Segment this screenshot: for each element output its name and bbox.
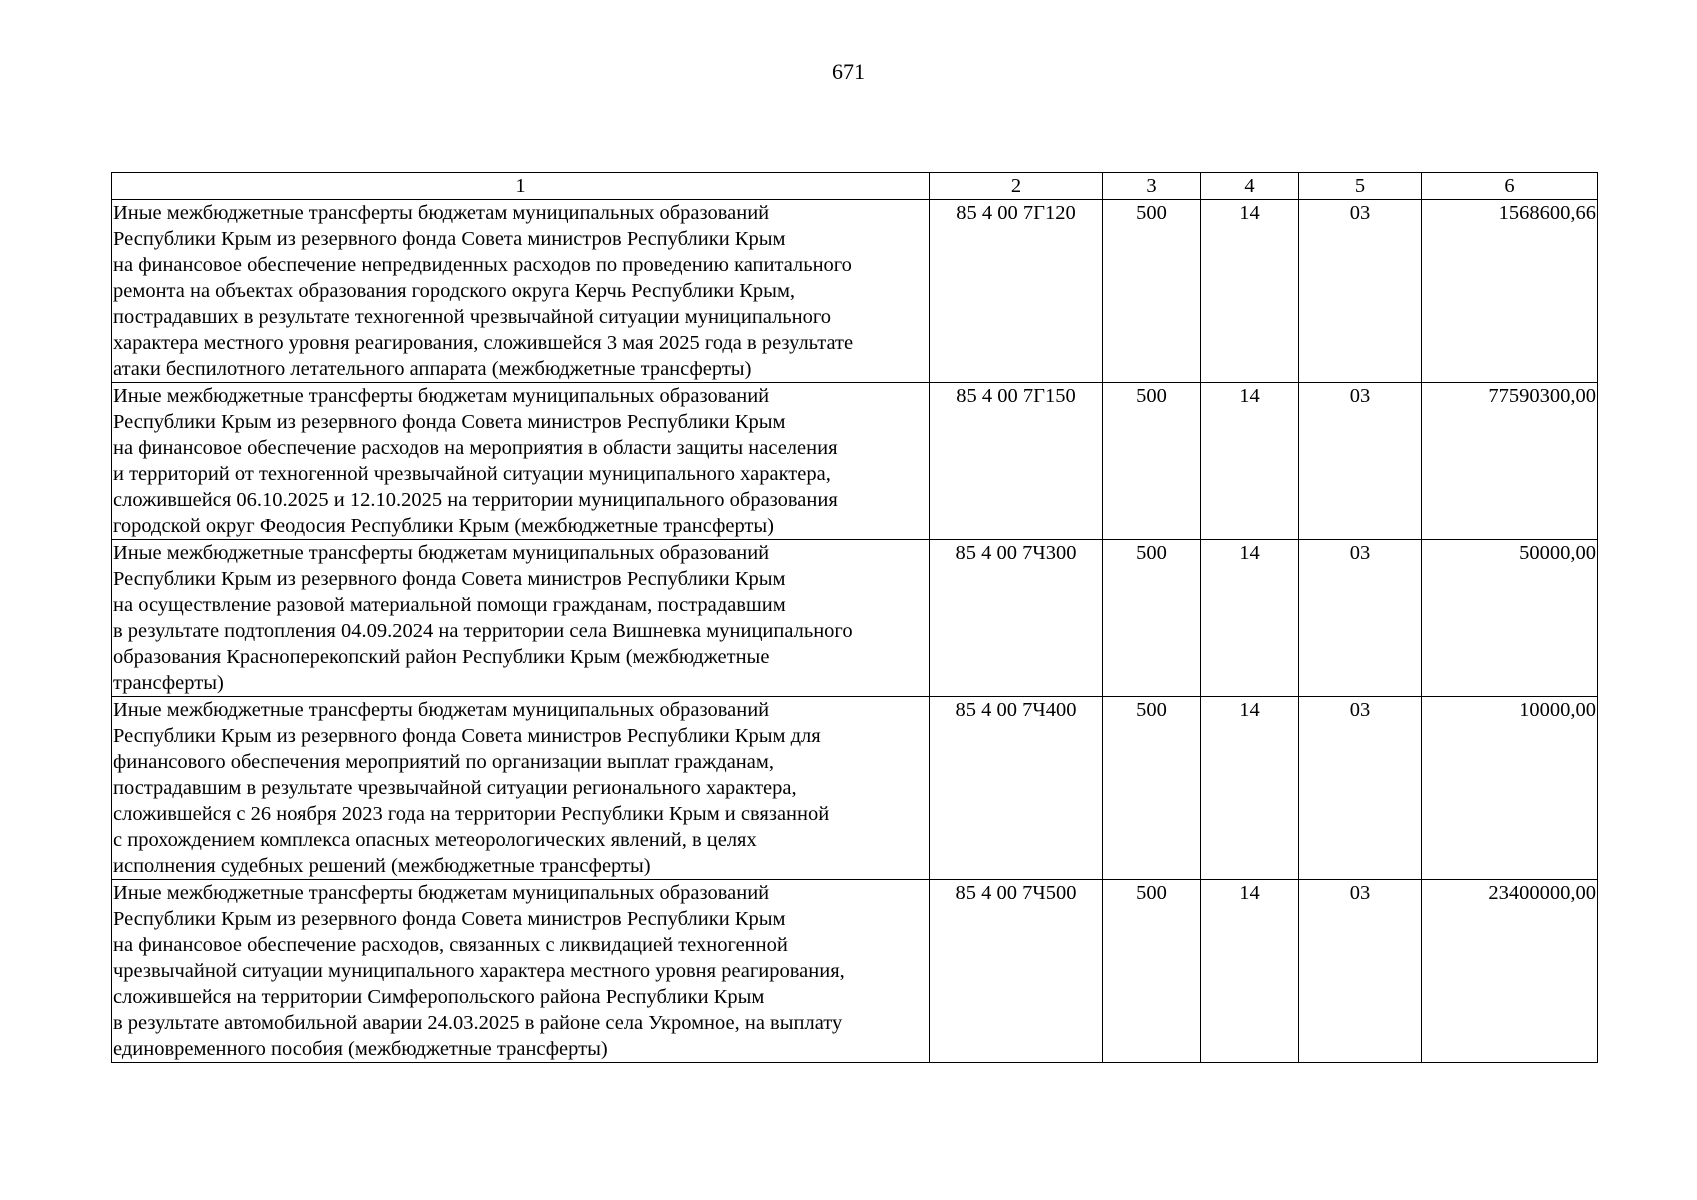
table-row (112, 540, 1598, 697)
budget-table (111, 172, 1598, 1063)
column-header-1: 1 (112, 173, 930, 200)
page-number: 671 (832, 59, 865, 84)
column-header-2: 2 (930, 173, 1103, 200)
row-amount: 10000,00 (1422, 697, 1598, 880)
table-row (112, 880, 1598, 1063)
column-header-3: 3 (1103, 173, 1201, 200)
row-code: 85 4 00 7Г120 (930, 200, 1103, 383)
column-header-4: 4 (1201, 173, 1299, 200)
row-col3: 500 (1103, 880, 1201, 1063)
column-header-6: 6 (1422, 173, 1598, 200)
row-col5: 03 (1299, 200, 1422, 383)
row-amount: 23400000,00 (1422, 880, 1598, 1063)
table-row (112, 200, 1598, 383)
row-description: Иные межбюджетные трансферты бюджетам муниципальных образований Республики Крым из резервного фонда Совета министров Республики Крым для финансового обеспечения мероприятий по организации выплат гражданам, пострадавшим в результате чрезвычайной ситуации регионального характера, сложившейся с 26 ноября 2023 года на территории Республики Крым и связанной с прохождением комплекса опасных метеорологических явлений, в целях исполнения судебных решений (межбюджетные трансферты) (112, 697, 930, 880)
table-row (112, 383, 1598, 540)
row-description: Иные межбюджетные трансферты бюджетам муниципальных образований Республики Крым из резервного фонда Совета министров Республики Крым на осуществление разовой материальной помощи гражданам, пострадавшим в результате подтопления 04.09.2024 на территории села Вишневка муниципального образования Красноперекопский район Республики Крым (межбюджетные трансферты) (112, 540, 930, 697)
row-code: 85 4 00 7Ч300 (930, 540, 1103, 697)
row-col5: 03 (1299, 540, 1422, 697)
row-col5: 03 (1299, 880, 1422, 1063)
row-col5: 03 (1299, 697, 1422, 880)
row-col5: 03 (1299, 383, 1422, 540)
row-col4: 14 (1201, 200, 1299, 383)
row-code: 85 4 00 7Ч500 (930, 880, 1103, 1063)
row-code: 85 4 00 7Г150 (930, 383, 1103, 540)
row-col4: 14 (1201, 383, 1299, 540)
column-header-5: 5 (1299, 173, 1422, 200)
row-description: Иные межбюджетные трансферты бюджетам муниципальных образований Республики Крым из резервного фонда Совета министров Республики Крым на финансовое обеспечение расходов, связанных с ликвидацией техногенной чрезвычайной ситуации муниципального характера местного уровня реагирования, сложившейся на территории Симферопольского района Республики Крым в результате автомобильной аварии 24.03.2025 в районе села Укромное, на выплату единовременного пособия (межбюджетные трансферты) (112, 880, 930, 1063)
row-description: Иные межбюджетные трансферты бюджетам муниципальных образований Республики Крым из резервного фонда Совета министров Республики Крым на финансовое обеспечение расходов на мероприятия в области защиты населения и территорий от техногенной чрезвычайной ситуации муниципального характера, сложившейся 06.10.2025 и 12.10.2025 на территории муниципального образования городской округ Феодосия Республики Крым (межбюджетные трансферты) (112, 383, 930, 540)
row-amount: 50000,00 (1422, 540, 1598, 697)
row-col4: 14 (1201, 540, 1299, 697)
row-description: Иные межбюджетные трансферты бюджетам муниципальных образований Республики Крым из резервного фонда Совета министров Республики Крым на финансовое обеспечение непредвиденных расходов по проведению капитального ремонта на объектах образования городского округа Керчь Республики Крым, пострадавших в результате техногенной чрезвычайной ситуации муниципального характера местного уровня реагирования, сложившейся 3 мая 2025 года в результате атаки беспилотного летательного аппарата (межбюджетные трансферты) (112, 200, 930, 383)
row-code: 85 4 00 7Ч400 (930, 697, 1103, 880)
row-amount: 1568600,66 (1422, 200, 1598, 383)
row-amount: 77590300,00 (1422, 383, 1598, 540)
row-col4: 14 (1201, 697, 1299, 880)
row-col3: 500 (1103, 697, 1201, 880)
table-row (112, 697, 1598, 880)
row-col3: 500 (1103, 200, 1201, 383)
row-col3: 500 (1103, 540, 1201, 697)
row-col3: 500 (1103, 383, 1201, 540)
table-header-row (112, 173, 1598, 200)
row-col4: 14 (1201, 880, 1299, 1063)
